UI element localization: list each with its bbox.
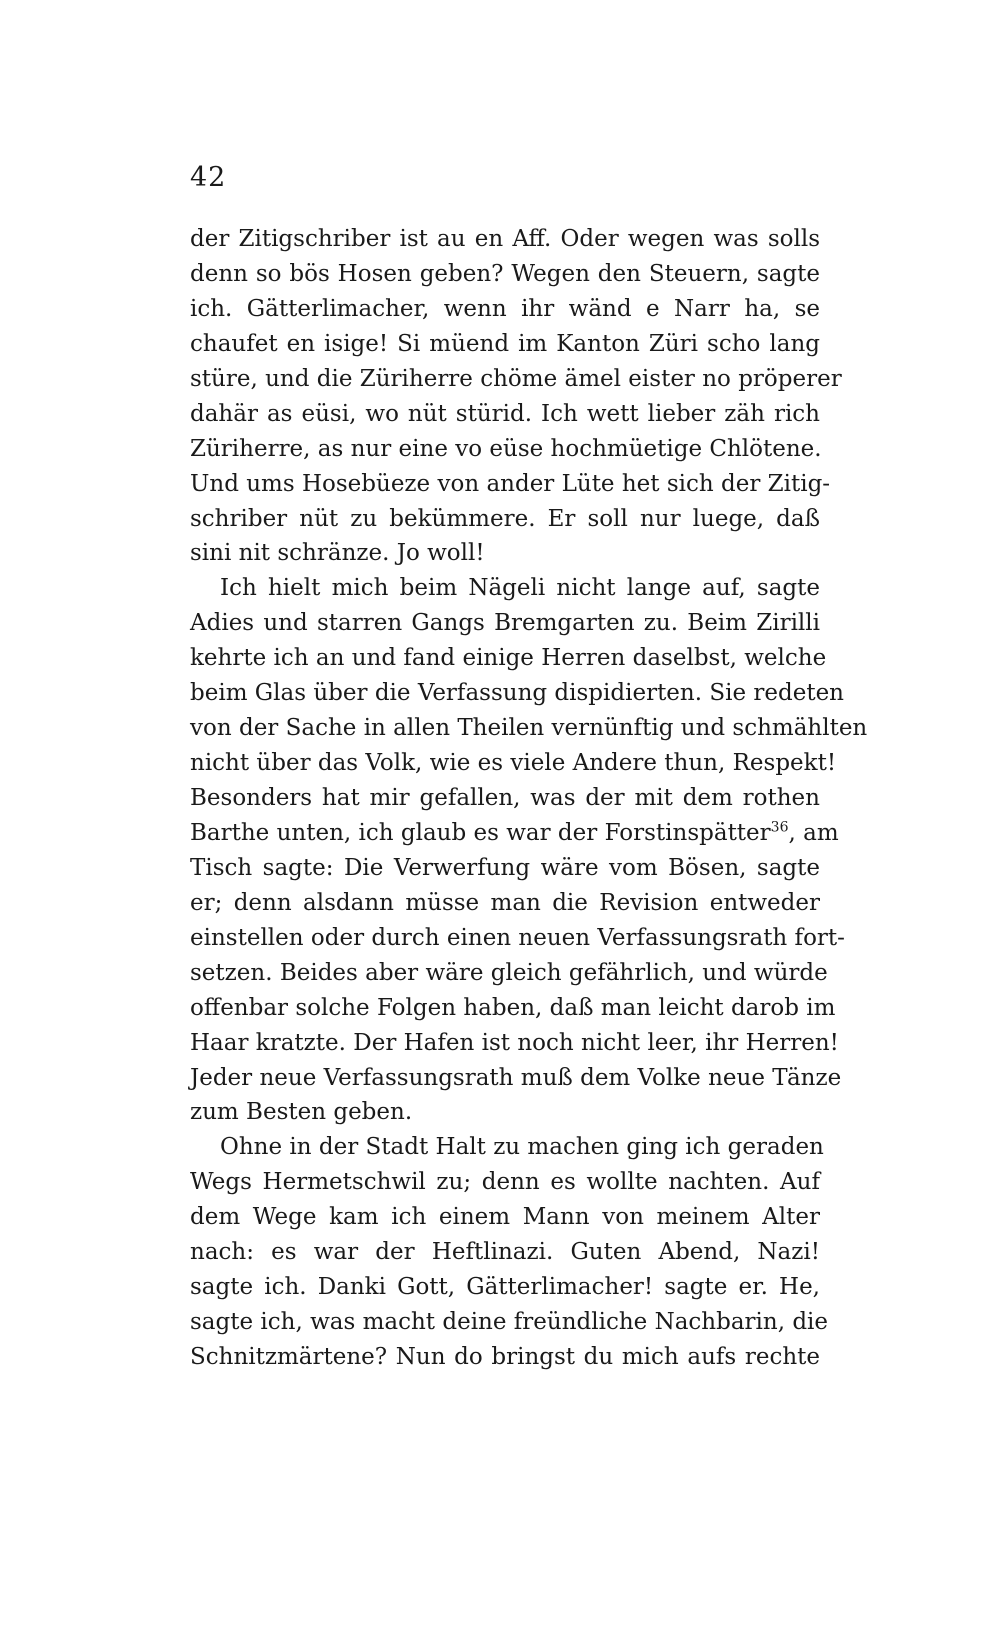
text-line-part: Barthe unten, ich glaub es war der Forstinspätter xyxy=(190,819,771,846)
text-line: beim Glas über die Verfassung dispidierten. Sie redeten xyxy=(190,680,844,707)
text-line: Ohne in der Stadt Halt zu machen ging ich geraden xyxy=(220,1134,824,1161)
text-line: kehrte ich an und fand einige Herren daselbst, welche xyxy=(190,645,827,672)
text-line: offenbar solche Folgen haben, daß man leicht darob im xyxy=(190,994,836,1021)
text-line: von der Sache in allen Theilen vernünftig und schmählten xyxy=(190,715,868,742)
text-line: dahär as eüsi, wo nüt stürid. Ich wett lieber zäh rich xyxy=(190,400,820,427)
text-line: Züriherre, as nur eine vo eüse hochmüetige Chlötene. xyxy=(190,435,822,462)
text-line: stüre, und die Züriherre chöme ämel eister no pröperer xyxy=(190,365,842,392)
footnote-reference: 36 xyxy=(770,819,789,836)
text-line: ich. Gätterlimacher, wenn ihr wänd e Narr ha, se xyxy=(190,295,820,322)
body-text xyxy=(190,222,868,1375)
text-line: einstellen oder durch einen neuen Verfassungsrath fort- xyxy=(190,924,845,951)
text-line: Schnitzmärtene? Nun do bringst du mich aufs rechte xyxy=(190,1344,820,1370)
text-line-with-footnote xyxy=(190,816,839,851)
text-line: Wegs Hermetschwil zu; denn es wollte nachten. Auf xyxy=(190,1169,820,1196)
text-line: Und ums Hosebüeze von ander Lüte het sich der Zitig- xyxy=(190,470,831,497)
text-line: Haar kratzte. Der Hafen ist noch nicht leer, ihr Herren! xyxy=(190,1029,839,1056)
text-line: dem Wege kam ich einem Mann von meinem Alter xyxy=(190,1204,820,1231)
text-line: setzen. Beides aber wäre gleich gefährlich, und würde xyxy=(190,959,828,986)
text-line: denn so bös Hosen geben? Wegen den Steuern, sagte xyxy=(190,260,820,287)
text-line: schriber nüt zu bekümmere. Er soll nur luege, daß xyxy=(190,505,820,532)
text-line: Ich hielt mich beim Nägeli nicht lange auf, sagte xyxy=(220,575,820,602)
page-number: 42 xyxy=(190,162,227,193)
text-line: sagte ich, was macht deine freündliche Nachbarin, die xyxy=(190,1309,829,1336)
text-line-part: , am xyxy=(788,819,839,846)
text-line: Tisch sagte: Die Verwerfung wäre vom Bösen, sagte xyxy=(190,854,820,881)
text-line: Jeder neue Verfassungsrath muß dem Volke neue Tänze xyxy=(190,1064,842,1091)
text-line: chaufet en isige! Si müend im Kanton Züri scho lang xyxy=(190,330,820,357)
text-line: Adies und starren Gangs Bremgarten zu. Beim Zirilli xyxy=(190,610,820,637)
text-line: Besonders hat mir gefallen, was der mit dem rothen xyxy=(190,785,820,811)
text-line: sagte ich. Danki Gott, Gätterlimacher! sagte er. He, xyxy=(190,1274,820,1301)
text-line: er; denn alsdann müsse man die Revision entweder xyxy=(190,889,820,916)
text-line: sini nit schränze. Jo woll! xyxy=(190,540,485,567)
text-line: nicht über das Volk, wie es viele Andere thun, Respekt! xyxy=(190,750,837,777)
text-line: nach: es war der Heftlinazi. Guten Abend, Nazi! xyxy=(190,1239,820,1266)
text-line: der Zitigschriber ist au en Aff. Oder wegen was solls xyxy=(190,226,820,252)
text-line: zum Besten geben. xyxy=(190,1099,413,1126)
